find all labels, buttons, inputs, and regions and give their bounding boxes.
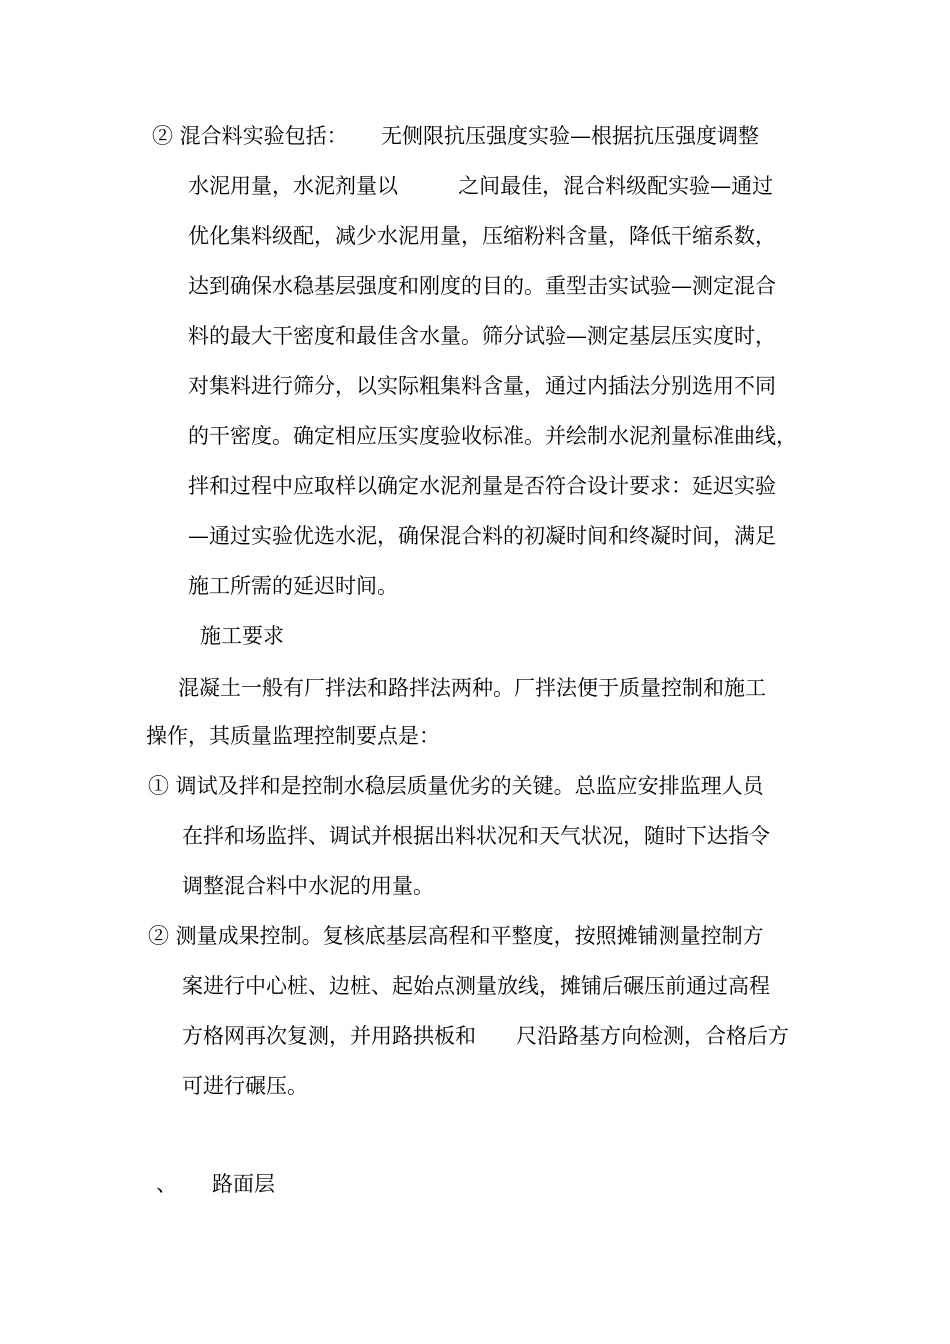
mix-test-line-7: 的干密度。确定相应压实度验收标准。并绘制水泥剂量标准曲线， xyxy=(188,424,797,448)
item-2-line-4: 可进行碾压。 xyxy=(182,1074,308,1098)
section-number: 、 xyxy=(156,1172,177,1196)
mix-test-line-1: ② 混合料实验包括： 无侧限抗压强度实验—根据抗压强度调整 xyxy=(152,124,760,148)
mix-test-line-6: 对集料进行筛分，以实际粗集料含量，通过内插法分别选用不同 xyxy=(188,374,776,398)
item-1-line-3: 调整混合料中水泥的用量。 xyxy=(182,874,434,898)
mix-test-line-5: 料的最大干密度和最佳含水量。筛分试验—测定基层压实度时， xyxy=(188,324,776,348)
section-title: 路面层 xyxy=(212,1172,275,1196)
mix-test-line-4: 达到确保水稳基层强度和刚度的目的。重型击实试验—测定混合 xyxy=(188,274,776,298)
item-2-line-2: 案进行中心桩、边桩、起始点测量放线，摊铺后碾压前通过高程 xyxy=(182,974,770,998)
construction-requirements-heading: 施工要求 xyxy=(200,624,284,648)
item-2-line-3: 方格网再次复测，并用路拱板和 尺沿路基方向检测，合格后方 xyxy=(182,1024,790,1048)
intro-line-2: 操作，其质量监理控制要点是： xyxy=(146,724,440,748)
mix-test-line-2: 水泥用量，水泥剂量以 之间最佳，混合料级配实验—通过 xyxy=(188,174,774,198)
item-1-line-2: 在拌和场监拌、调试并根据出料状况和天气状况，随时下达指令 xyxy=(182,824,770,848)
mix-test-line-3: 优化集料级配，减少水泥用量，压缩粉料含量，降低干缩系数， xyxy=(188,224,776,248)
item-1-line-1: ① 调试及拌和是控制水稳层质量优劣的关键。总监应安排监理人员 xyxy=(148,774,764,798)
item-2-line-1: ② 测量成果控制。复核底基层高程和平整度，按照摊铺测量控制方 xyxy=(148,924,764,948)
mix-test-line-9: —通过实验优选水泥，确保混合料的初凝时间和终凝时间，满足 xyxy=(188,524,776,548)
mix-test-line-8: 拌和过程中应取样以确定水泥剂量是否符合设计要求：延迟实验 xyxy=(188,474,776,498)
mix-test-line-10: 施工所需的延迟时间。 xyxy=(188,574,398,598)
intro-line-1: 混凝土一般有厂拌法和路拌法两种。厂拌法便于质量控制和施工 xyxy=(178,676,766,700)
